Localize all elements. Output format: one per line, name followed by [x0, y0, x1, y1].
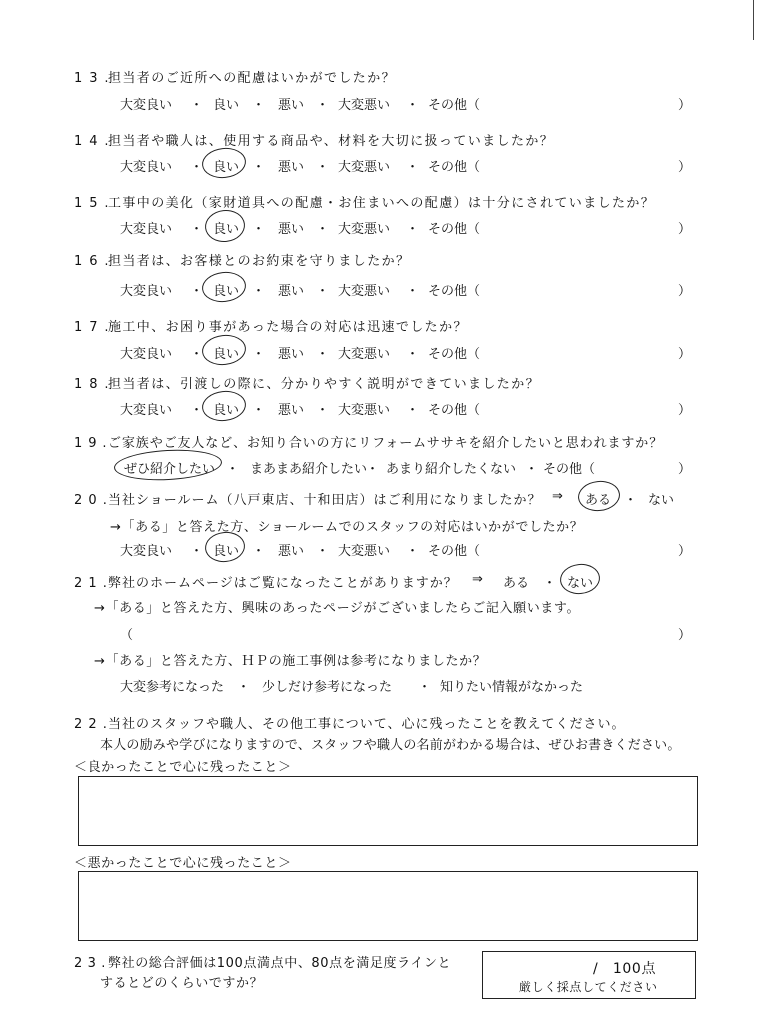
option-sep: ・ [316, 284, 330, 299]
option-sep: ・ [543, 576, 557, 591]
question-text: 担当者は、引渡しの際に、分かりやすく説明ができていましたか？ [108, 377, 541, 392]
option-other[interactable]: その他（ [428, 98, 481, 113]
option-very-good[interactable]: 大変良い [120, 544, 173, 559]
selected-circle [204, 530, 247, 564]
option-very-bad[interactable]: 大変悪い [338, 98, 391, 113]
close-paren: ） [678, 544, 692, 559]
question-text: 担当者は、お客様とのお約束を守りましたか？ [108, 254, 411, 269]
question-number: 2 3 . [74, 956, 106, 971]
question-number: 2 1 . [74, 576, 108, 591]
option-good[interactable]: 良い [213, 347, 240, 362]
option-other[interactable]: その他（ [428, 347, 481, 362]
question-text: 当社のスタッフや職人、その他工事について、心に残ったことを教えてください。 [108, 717, 626, 732]
option-somewhat-helpful[interactable]: 少しだけ参考になった [262, 680, 393, 695]
option-sep: ・ [316, 347, 330, 362]
score-box[interactable] [482, 951, 696, 999]
option-other[interactable]: その他（ [428, 222, 481, 237]
question-15 [74, 192, 656, 211]
question-text: 工事中の美化（家財道具への配慮・お住まいへの配慮）は十分にされていましたか？ [108, 196, 656, 211]
option-very-helpful[interactable]: 大変参考になった [120, 680, 225, 695]
option-good[interactable]: 良い [213, 98, 240, 113]
option-sep: ・ [406, 403, 420, 418]
option-sep: ・ [316, 222, 330, 237]
question-16 [74, 250, 411, 269]
option-other[interactable]: その他（ [428, 544, 481, 559]
option-very-good[interactable]: 大変良い [120, 222, 173, 237]
selected-circle [559, 562, 602, 596]
option-sep: ・ [316, 544, 330, 559]
question-text: ご家族やご友人など、お知り合いの方にリフォームササキを紹介したいと思われますか？ [108, 436, 664, 451]
question-number: 1 8 . [74, 377, 110, 392]
option-very-good[interactable]: 大変良い [120, 347, 173, 362]
option-bad[interactable]: 悪い [278, 160, 305, 175]
option-sep: ・ [190, 347, 204, 362]
option-yes[interactable]: ある [585, 493, 612, 508]
sub-question-text: →「ある」と答えた方、ＨＰの施工事例は参考になりましたか？ [94, 654, 487, 669]
question-22-note: 本人の励みや学びになりますので、スタッフや職人の名前がわかる場合は、ぜひお書きください。 [100, 738, 681, 753]
option-sep: ・ [190, 284, 204, 299]
close-paren: ） [678, 403, 692, 418]
option-sep: ・ [406, 347, 420, 362]
option-no[interactable]: ない [567, 576, 594, 591]
question-19 [74, 432, 664, 451]
question-21 [74, 572, 458, 591]
question-13 [74, 67, 397, 86]
option-very-bad[interactable]: 大変悪い [338, 347, 391, 362]
close-paren: ） [678, 628, 692, 643]
bad-memories-textbox[interactable] [78, 871, 698, 941]
selected-circle [113, 447, 222, 483]
question-number: 1 6 . [74, 254, 110, 269]
option-bad[interactable]: 悪い [278, 403, 305, 418]
question-text: 弊社の総合評価は100点満点中、80点を満足度ラインと [108, 956, 452, 971]
option-sep: ・ [406, 98, 420, 113]
option-sep: ・ [406, 544, 420, 559]
question-number: 2 0 . [74, 493, 108, 508]
selected-circle [201, 270, 248, 304]
option-sep: ・ [624, 493, 638, 508]
option-bad[interactable]: 悪い [278, 98, 305, 113]
option-somewhat-recommend[interactable]: まあまあ紹介したい [250, 462, 368, 477]
option-good[interactable]: 良い [213, 403, 240, 418]
option-sep: ・ [406, 222, 420, 237]
question-17 [74, 316, 468, 335]
selected-circle [201, 389, 248, 423]
option-other[interactable]: その他（ [428, 160, 481, 175]
close-paren: ） [678, 284, 692, 299]
option-very-bad[interactable]: 大変悪い [338, 544, 391, 559]
good-memories-textbox[interactable] [78, 776, 698, 846]
arrow-icon: ⇒ [472, 572, 483, 587]
option-sep: ・ [366, 462, 380, 477]
question-20 [74, 489, 542, 508]
option-very-good[interactable]: 大変良い [120, 403, 173, 418]
option-bad[interactable]: 悪い [278, 222, 305, 237]
sub-question-text: →「ある」と答えた方、興味のあったページがございましたらご記入願います。 [94, 601, 581, 616]
option-sep: ・ [406, 284, 420, 299]
good-memories-label: ＜良かったことで心に残ったこと＞ [74, 760, 292, 775]
open-paren: （ [120, 628, 134, 643]
option-sep: ・ [316, 160, 330, 175]
option-yes[interactable]: ある [503, 576, 530, 591]
question-number: 1 5 . [74, 196, 110, 211]
close-paren: ） [678, 462, 692, 477]
option-very-good[interactable]: 大変良い [120, 98, 173, 113]
option-no[interactable]: ない [648, 493, 675, 508]
question-text: 弊社のホームページはご覧になったことがありますか？ [108, 576, 458, 591]
option-very-bad[interactable]: 大変悪い [338, 222, 391, 237]
option-sep: ・ [252, 544, 266, 559]
option-good[interactable]: 良い [213, 284, 240, 299]
option-sep: ・ [190, 403, 204, 418]
selected-circle [201, 146, 248, 180]
bad-memories-label: ＜悪かったことで心に残ったこと＞ [74, 856, 292, 871]
question-text: 担当者のご近所への配慮はいかがでしたか？ [108, 71, 397, 86]
option-sep: ・ [406, 160, 420, 175]
option-sep: ・ [237, 680, 251, 695]
close-paren: ） [678, 222, 692, 237]
close-paren: ） [678, 347, 692, 362]
option-other[interactable]: その他（ [428, 284, 481, 299]
page-edge-line [753, 0, 754, 40]
question-text: 当社ショールーム（八戸東店、十和田店）はご利用になりましたか？ [108, 493, 542, 508]
option-sep: ・ [190, 160, 204, 175]
close-paren: ） [678, 160, 692, 175]
option-sep: ・ [252, 222, 266, 237]
option-very-bad[interactable]: 大変悪い [338, 403, 391, 418]
option-sep: ・ [316, 98, 330, 113]
question-number: 1 9 . [74, 436, 108, 451]
question-18 [74, 373, 541, 392]
option-very-good[interactable]: 大変良い [120, 160, 173, 175]
question-14 [74, 130, 555, 149]
option-very-good[interactable]: 大変良い [120, 284, 173, 299]
sub-question-text: →「ある」と答えた方、ショールームでのスタッフの対応はいかがでしたか？ [110, 520, 584, 535]
option-sep: ・ [525, 462, 539, 477]
question-number: 1 7 . [74, 320, 110, 335]
option-sep: ・ [252, 403, 266, 418]
score-note: 厳しく採点してください [519, 980, 658, 994]
option-sep: ・ [252, 160, 266, 175]
option-other[interactable]: その他（ [428, 403, 481, 418]
option-bad[interactable]: 悪い [278, 544, 305, 559]
option-sep: ・ [252, 98, 266, 113]
option-sep: ・ [316, 403, 330, 418]
question-text: 担当者や職人は、使用する商品や、材料を大切に扱っていましたか？ [108, 134, 555, 149]
option-sep: ・ [190, 222, 204, 237]
option-no-info[interactable]: 知りたい情報がなかった [440, 680, 584, 695]
option-bad[interactable]: 悪い [278, 284, 305, 299]
option-good[interactable]: 良い [213, 160, 240, 175]
option-sep: ・ [418, 680, 432, 695]
option-other[interactable]: その他（ [543, 462, 596, 477]
option-good[interactable]: 良い [213, 544, 240, 559]
option-sep: ・ [190, 544, 204, 559]
option-good[interactable]: 良い [213, 222, 240, 237]
close-paren: ） [678, 98, 692, 113]
question-23-text-cont: するとどのくらいですか？ [100, 976, 264, 991]
option-sep: ・ [190, 98, 204, 113]
question-number: 2 2 . [74, 717, 108, 732]
option-very-bad[interactable]: 大変悪い [338, 160, 391, 175]
option-bad[interactable]: 悪い [278, 347, 305, 362]
option-sep: ・ [252, 284, 266, 299]
question-text: 施工中、お困り事があった場合の対応は迅速でしたか？ [108, 320, 468, 335]
selected-circle [577, 479, 622, 513]
option-very-bad[interactable]: 大変悪い [338, 284, 391, 299]
question-22 [74, 713, 626, 732]
option-sep: ・ [252, 347, 266, 362]
question-number: 1 3 . [74, 71, 110, 86]
selected-circle [203, 208, 246, 244]
option-definitely-recommend[interactable]: ぜひ紹介したい [124, 462, 216, 477]
option-sep: ・ [226, 462, 240, 477]
score-label: / 100点 [593, 961, 657, 977]
selected-circle [201, 333, 248, 367]
arrow-icon: ⇒ [552, 489, 563, 504]
question-23 [74, 952, 452, 971]
option-not-recommend[interactable]: あまり紹介したくない [386, 462, 517, 477]
question-number: 1 4 . [74, 134, 110, 149]
